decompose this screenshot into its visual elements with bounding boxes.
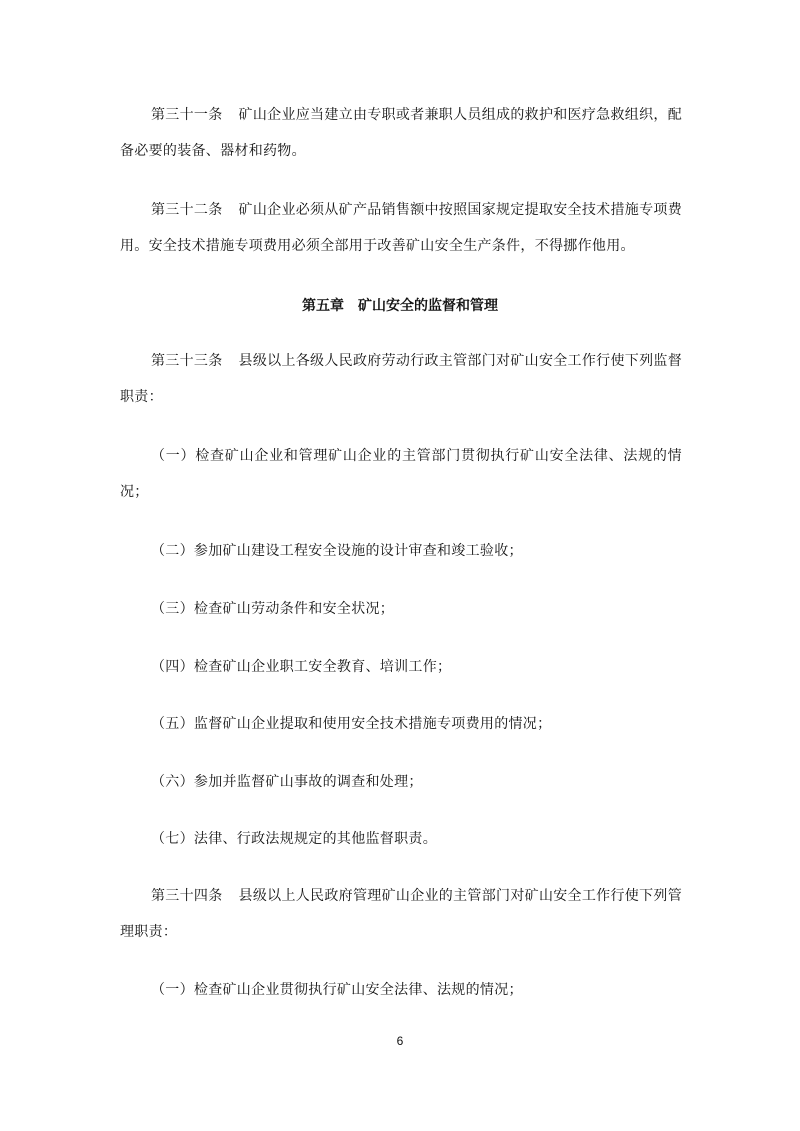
article-33-item-6: （六）参加并监督矿山事故的调查和处理； [151,774,423,790]
article-number: 第三十三条 [151,353,223,369]
article-31 [120,97,682,169]
article-33-item-5: （五）监督矿山企业提取和使用安全技术措施专项费用的情况； [151,716,552,732]
article-33-item-1: （一）检查矿山企业和管理矿山企业的主管部门贯彻执行矿山安全法律、法规的情况； [120,448,682,500]
article-33-item-3: （三）检查矿山劳动条件和安全状况； [151,601,395,617]
article-32 [120,192,682,264]
article-33-item-2: （二）参加矿山建设工程安全设施的设计审查和竣工验收； [151,543,523,559]
article-33-item-7: （七）法律、行政法规规定的其他监督职责。 [151,831,437,847]
chapter-number: 第五章 [302,298,344,314]
article-text: 矿山企业必须从矿产品销售额中按照国家规定提取安全技术措施专项费用。安全技术措施专项费用必须全部用于改善矿山安全生产条件，不得挪作他用。 [120,202,682,254]
article-text: 县级以上各级人民政府劳动行政主管部门对矿山安全工作行使下列监督职责： [120,353,682,405]
article-33-item-4: （四）检查矿山企业职工安全教育、培训工作； [151,659,452,675]
article-33 [120,343,682,415]
article-number: 第三十二条 [151,202,223,218]
article-text: 县级以上人民政府管理矿山企业的主管部门对矿山安全工作行使下列管理职责： [120,888,682,940]
article-number: 第三十四条 [151,888,223,904]
article-number: 第三十一条 [151,107,223,123]
chapter-title: 矿山安全的监督和管理 [358,298,498,314]
page-number: 6 [396,1034,404,1048]
chapter-heading [0,296,800,316]
article-34-item-1: （一）检查矿山企业贯彻执行矿山安全法律、法规的情况； [151,982,523,998]
article-text: 矿山企业应当建立由专职或者兼职人员组成的救护和医疗急救组织，配备必要的装备、器材和药物。 [120,107,682,159]
article-34 [120,878,682,950]
